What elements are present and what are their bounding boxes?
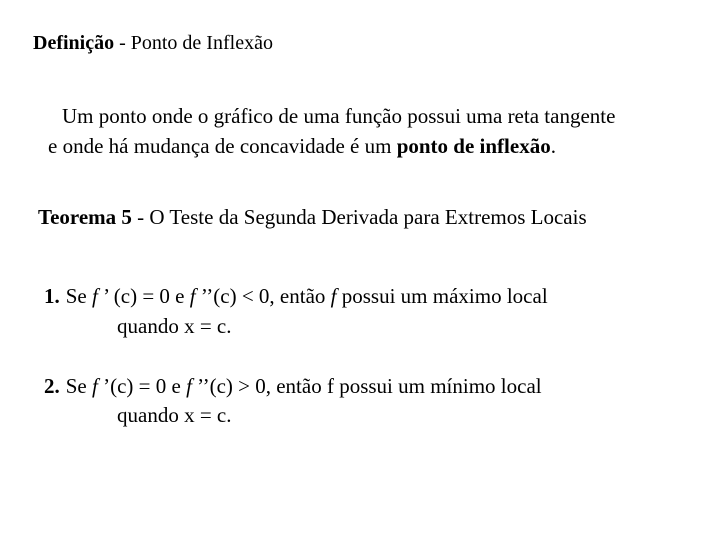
definition-title-text: - Ponto de Inflexão bbox=[114, 32, 273, 54]
list-item-2 bbox=[44, 374, 542, 399]
function-symbol: f bbox=[92, 374, 98, 398]
function-symbol: f bbox=[189, 284, 196, 308]
list-item-number: 2. bbox=[44, 374, 60, 398]
function-symbol: f bbox=[92, 284, 98, 308]
function-symbol: f bbox=[330, 284, 337, 308]
definition-title bbox=[33, 32, 273, 55]
theorem-label: Teorema 5 bbox=[38, 205, 132, 229]
definition-text-start: e onde há mudança de concavidade é um bbox=[48, 134, 397, 158]
list-item-1-continuation: quando x = c. bbox=[117, 314, 232, 338]
list-item-text: ’’(c) < 0, então bbox=[195, 284, 331, 308]
list-item-text: ’ (c) = 0 e bbox=[97, 284, 190, 308]
theorem-title bbox=[38, 205, 587, 230]
list-item-text: ’(c) = 0 e bbox=[97, 374, 187, 398]
list-item-1 bbox=[44, 284, 548, 309]
theorem-title-text: - O Teste da Segunda Derivada para Extremos Locais bbox=[131, 205, 587, 229]
definition-label: Definição bbox=[33, 32, 115, 54]
list-item-2-continuation: quando x = c. bbox=[117, 403, 232, 427]
definition-text-line-1: Um ponto onde o gráfico de uma função possui uma reta tangente bbox=[62, 104, 616, 128]
definition-text-end: . bbox=[550, 134, 556, 158]
definition-text-line-2 bbox=[48, 134, 556, 159]
list-item-number: 1. bbox=[44, 284, 60, 308]
list-item-text: Se bbox=[65, 284, 92, 308]
list-item-text: ’’(c) > 0, então f possui um mínimo local bbox=[191, 374, 542, 398]
definition-term: ponto de inflexão bbox=[396, 134, 551, 158]
list-item-text: possui um máximo local bbox=[336, 284, 548, 308]
list-item-text: Se bbox=[65, 374, 92, 398]
function-symbol: f bbox=[186, 374, 192, 398]
